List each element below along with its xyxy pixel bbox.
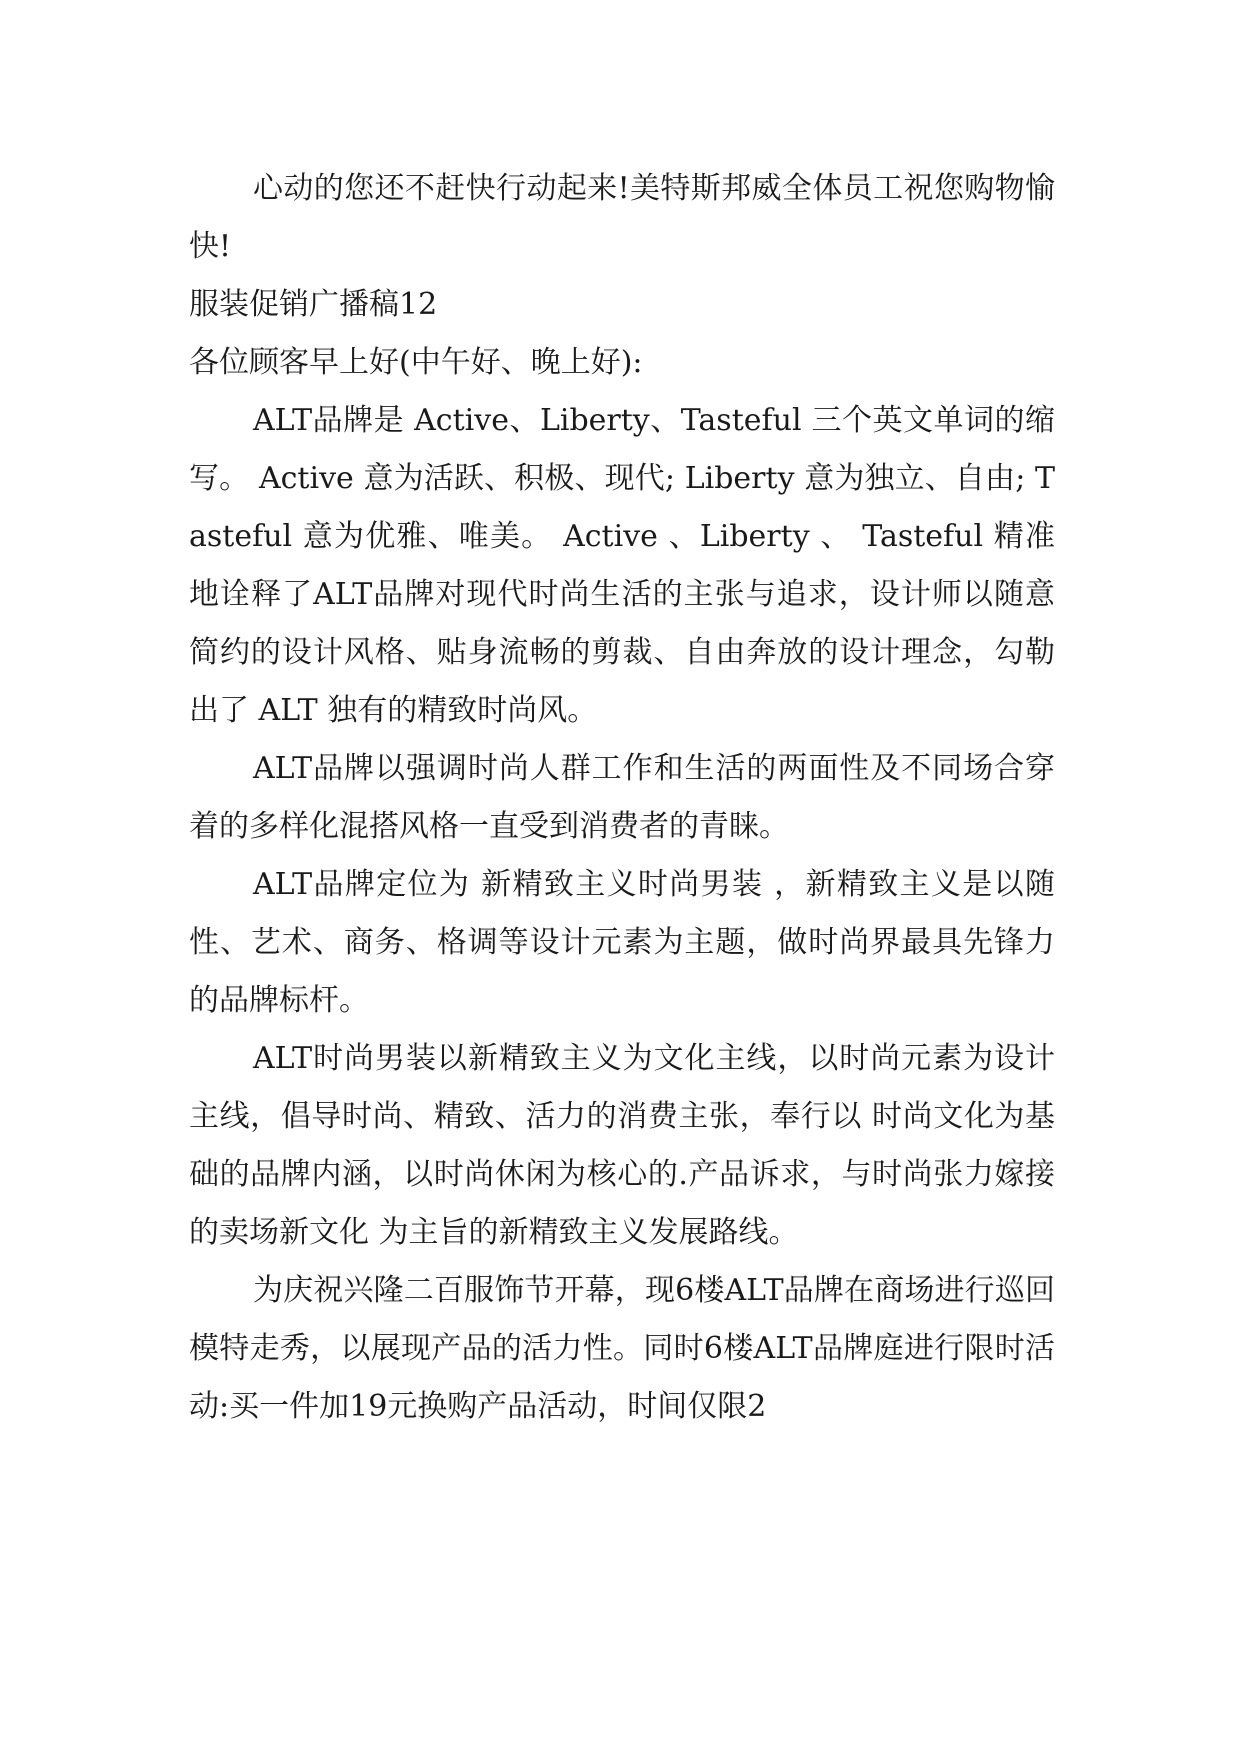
document-page [189,160,1055,1436]
promotion-paragraph: 为庆祝兴隆二百服饰节开幕，现6楼ALT品牌在商场进行巡回模特走秀，以展现产品的活力性。同时6楼ALT品牌庭进行限时活动:买一件加19元换购产品活动，时间仅限2 [189,1273,1055,1424]
section-title: 服装促销广播稿12 [189,287,438,322]
greeting-line: 各位顾客早上好(中午好、晚上好): [189,345,643,380]
brand-philosophy-paragraph: ALT时尚男装以新精致主义为文化主线，以时尚元素为设计主线，倡导时尚、精致、活力的消费主张，奉行以 时尚文化为基础的品牌内涵，以时尚休闲为核心的.产品诉求，与时尚张力嫁接的卖场新文化 为主旨的新精致主义发展路线。 [189,1041,1055,1250]
brand-intro-paragraph: ALT品牌是 Active、Liberty、Tasteful 三个英文单词的缩写。 Active 意为活跃、积极、现代; Liberty 意为独立、自由; Tasteful 意为优雅、唯美。 Active 、Liberty 、 Tasteful 精准地诠释了ALT品牌对现代时尚生活的主张与追求，设计师以随意简约的设计风格、贴身流畅的剪裁、自由奔放的设计理念，勾勒出了 ALT 独有的精致时尚风。 [189,403,1055,728]
closing-paragraph: 心动的您还不赶快行动起来!美特斯邦威全体员工祝您购物愉快! [189,171,1055,264]
brand-positioning-paragraph: ALT品牌定位为 新精致主义时尚男装 ，新精致主义是以随性、艺术、商务、格调等设计元素为主题，做时尚界最具先锋力的品牌标杆。 [189,867,1055,1018]
brand-style-paragraph: ALT品牌以强调时尚人群工作和生活的两面性及不同场合穿着的多样化混搭风格一直受到消费者的青睐。 [189,751,1055,844]
